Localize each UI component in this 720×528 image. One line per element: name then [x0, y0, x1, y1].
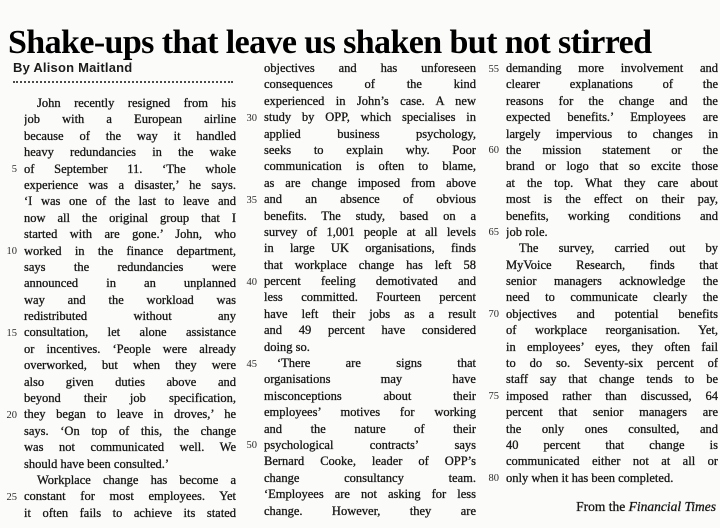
line-number: 55	[488, 63, 499, 75]
text-line: communication is often to blame,	[264, 159, 476, 174]
text-line: employees’ motives for working	[264, 405, 476, 420]
line-number: 15	[6, 327, 17, 339]
text-line-row	[482, 191, 718, 207]
text-line-row	[0, 177, 236, 193]
text-line: that workplace change has left 58	[264, 257, 476, 272]
byline: By Alison Maitland	[13, 60, 233, 83]
text-line-row	[482, 289, 718, 305]
text-line-row	[482, 322, 718, 338]
text-line: was not communicated well. We	[24, 440, 236, 455]
text-line-row	[0, 341, 236, 357]
text-line: objectives and potential benefits	[506, 306, 718, 321]
text-line-row	[240, 339, 476, 355]
text-line: beyond their job specification,	[24, 391, 236, 406]
article-title: Shake-ups that leave us shaken but not stirred	[8, 23, 652, 61]
column-2	[240, 60, 476, 521]
text-line: organisations may have	[264, 372, 476, 387]
line-number: 5	[11, 164, 17, 176]
text-line-row	[482, 240, 718, 256]
text-line: brand or logo that so excite those	[506, 159, 718, 174]
line-number: 30	[246, 112, 257, 124]
text-line-row	[0, 357, 236, 373]
text-line-row	[240, 240, 476, 256]
text-line-row	[240, 208, 476, 224]
text-line-row	[0, 243, 236, 259]
text-line: change. However, they are	[264, 503, 476, 518]
text-line: demanding more involvement and	[506, 61, 718, 75]
text-line: ‘I was one of the last to leave and	[24, 194, 236, 209]
text-line: job with a European airline	[24, 112, 236, 127]
text-line: The survey, carried out by	[519, 241, 718, 256]
text-line: ‘Employees are not asking for less	[264, 487, 476, 502]
text-line: only when it has been completed.	[506, 470, 674, 485]
text-line: as are change imposed from above	[264, 175, 476, 190]
line-number: 50	[246, 440, 257, 452]
text-line: percent that senior managers are	[506, 405, 718, 420]
text-line-row	[482, 355, 718, 371]
text-line: need to communicate clearly the	[506, 290, 718, 305]
text-line: started with are gone.’ John, who	[24, 227, 236, 242]
source-attribution	[506, 499, 716, 515]
text-line-row	[240, 503, 476, 519]
text-line: consequences of the kind	[264, 77, 476, 92]
text-line-row	[0, 324, 236, 340]
text-line: worked in the finance department,	[24, 243, 236, 258]
text-line: because of the way it handled	[24, 128, 236, 143]
text-line-row	[0, 292, 236, 308]
text-line-row	[240, 437, 476, 453]
line-number: 80	[488, 473, 499, 485]
text-line: and the nature of their	[264, 421, 476, 436]
column-1-lines	[0, 95, 236, 521]
column-2-lines	[240, 60, 476, 519]
text-line-row	[240, 306, 476, 322]
line-number: 40	[246, 276, 257, 288]
text-line-row	[240, 371, 476, 387]
text-line: constant for most employees. Yet	[24, 489, 236, 504]
text-line-row	[0, 472, 236, 488]
text-line-row	[482, 158, 718, 174]
text-line-row	[0, 275, 236, 291]
text-line: experienced in John’s case. A new	[264, 93, 476, 108]
text-line: overworked, but when they were	[24, 358, 236, 373]
text-line: most is the effect on their pay,	[506, 192, 718, 207]
text-line: experience was a disaster,’ he says.	[24, 177, 236, 192]
text-line: communicated either not at all or	[506, 454, 718, 469]
line-number: 45	[246, 358, 257, 370]
text-line: clearer explanations of the	[506, 77, 718, 92]
line-number: 20	[6, 409, 17, 421]
line-number: 75	[488, 391, 499, 403]
text-line: senior managers acknowledge the	[506, 274, 718, 289]
text-line: or incentives. ‘People were already	[24, 341, 236, 356]
source-prefix: From the	[576, 499, 629, 515]
text-line-row	[482, 437, 718, 453]
text-line: psychological contracts’ says	[264, 437, 476, 452]
text-line: of workplace reorganisation. Yet,	[506, 323, 718, 338]
line-number: 60	[488, 145, 499, 157]
text-line: the only ones consulted, and	[506, 421, 718, 436]
text-line-row	[482, 126, 718, 142]
text-line-row	[0, 95, 236, 111]
text-line: study by OPP, which specialises in	[264, 110, 476, 125]
text-line-row	[482, 60, 718, 76]
text-line-row	[0, 505, 236, 521]
text-line: in large UK organisations, finds	[264, 241, 476, 256]
text-line-row	[0, 374, 236, 390]
text-line-row	[482, 470, 718, 486]
text-line: to do so. Seventy-six percent of	[506, 356, 718, 371]
text-line-row	[482, 421, 718, 437]
text-line-row	[240, 142, 476, 158]
text-line-row	[482, 93, 718, 109]
text-line-row	[482, 339, 718, 355]
text-line-row	[0, 259, 236, 275]
text-line-row	[240, 126, 476, 142]
text-line: also given duties above and	[24, 374, 236, 389]
text-line: now all the original group that I	[24, 210, 236, 225]
text-line: job role.	[506, 224, 548, 239]
text-line-row	[240, 453, 476, 469]
text-line-row	[0, 226, 236, 242]
text-line-row	[0, 193, 236, 209]
text-line: percent feeling demotivated and	[264, 274, 476, 289]
text-line-row	[240, 486, 476, 502]
column-1	[0, 60, 236, 521]
text-line: of September 11. ‘The whole	[24, 161, 236, 176]
text-line: John recently resigned from his	[37, 96, 236, 110]
text-line: redistributed without any	[24, 309, 236, 324]
text-line-row	[240, 158, 476, 174]
text-line: imposed rather than discussed, 64	[506, 388, 718, 403]
text-line: should have been consulted.’	[24, 456, 170, 471]
text-line-row	[240, 470, 476, 486]
text-line-row	[240, 175, 476, 191]
text-line-row	[240, 404, 476, 420]
text-line-row	[0, 144, 236, 160]
text-line-row	[0, 439, 236, 455]
text-line-row	[240, 421, 476, 437]
text-line: the mission statement or the	[506, 142, 718, 157]
text-line: says. ‘On top of this, the change	[24, 423, 236, 438]
source-name: Financial Times	[628, 499, 716, 515]
column-3	[482, 60, 718, 521]
text-line: doing so.	[264, 339, 310, 354]
text-line: ‘There are signs that	[277, 356, 476, 371]
line-number: 70	[488, 309, 499, 321]
text-line-row	[0, 390, 236, 406]
text-line-row	[240, 60, 476, 76]
text-line: staff say that change tends to be	[506, 372, 718, 387]
text-line-row	[482, 257, 718, 273]
text-line-row	[240, 273, 476, 289]
text-line-row	[240, 388, 476, 404]
text-line: benefits. The study, based on a	[264, 208, 476, 223]
line-number: 25	[6, 491, 17, 503]
text-line: Bernard Cooke, leader of OPP’s	[264, 454, 476, 469]
text-line-row	[240, 93, 476, 109]
text-line-row	[482, 388, 718, 404]
text-line: at the top. What they care about	[506, 175, 718, 190]
text-line-row	[0, 161, 236, 177]
text-line-row	[240, 76, 476, 92]
text-line-row	[240, 191, 476, 207]
text-line: have left their jobs as a result	[264, 306, 476, 321]
text-line-row	[482, 175, 718, 191]
text-line-row	[0, 308, 236, 324]
text-line: less committed. Fourteen percent	[264, 290, 476, 305]
line-number: 65	[488, 227, 499, 239]
text-line-row	[240, 257, 476, 273]
text-line-row	[0, 423, 236, 439]
text-line-row	[240, 289, 476, 305]
text-line-row	[0, 406, 236, 422]
text-line: way and the workload was	[24, 292, 236, 307]
text-line: reasons for the change and the	[506, 93, 718, 108]
text-line: benefits, working conditions and	[506, 208, 718, 223]
text-line: largely impervious to changes in	[506, 126, 718, 141]
text-line: and an absence of obvious	[264, 192, 476, 207]
text-line: misconceptions about their	[264, 388, 476, 403]
text-line: change consultancy team.	[264, 470, 476, 485]
text-line: survey of 1,001 people at all levels	[264, 224, 476, 239]
text-line: MyVoice Research, finds that	[506, 257, 718, 272]
text-line: applied business psychology,	[264, 126, 476, 141]
text-line-row	[482, 453, 718, 469]
text-line: Workplace change has become a	[37, 472, 236, 487]
text-line: seeks to explain why. Poor	[264, 142, 476, 157]
text-line: in employees’ eyes, they often fail	[506, 339, 718, 354]
text-line: announced in an unplanned	[24, 276, 236, 291]
text-line-row	[0, 210, 236, 226]
text-line: 40 percent that change is	[506, 437, 718, 452]
article-body	[0, 60, 718, 521]
text-line-row	[482, 142, 718, 158]
text-line: objectives and has unforeseen	[264, 61, 476, 75]
text-line-row	[482, 273, 718, 289]
text-line: says the redundancies were	[24, 259, 236, 274]
text-line: consultation, let alone assistance	[24, 325, 236, 340]
text-line-row	[0, 128, 236, 144]
text-line-row	[240, 322, 476, 338]
text-line-row	[482, 208, 718, 224]
line-number: 10	[6, 246, 17, 258]
text-line: they began to leave in droves,’ he	[24, 407, 236, 422]
text-line: heavy redundancies in the wake	[24, 145, 236, 160]
text-line-row	[0, 488, 236, 504]
text-line-row	[240, 109, 476, 125]
text-line-row	[482, 224, 718, 240]
text-line: it often fails to achieve its stated	[24, 505, 236, 520]
text-line: expected benefits.’ Employees are	[506, 110, 718, 125]
column-3-lines	[482, 60, 718, 486]
text-line-row	[240, 224, 476, 240]
line-number: 35	[246, 194, 257, 206]
text-line-row	[482, 404, 718, 420]
text-line-row	[482, 371, 718, 387]
text-line: and 49 percent have considered	[264, 323, 476, 338]
text-line-row	[482, 306, 718, 322]
text-line-row	[0, 456, 236, 472]
text-line-row	[0, 111, 236, 127]
text-line-row	[482, 76, 718, 92]
text-line-row	[240, 355, 476, 371]
text-line-row	[482, 109, 718, 125]
